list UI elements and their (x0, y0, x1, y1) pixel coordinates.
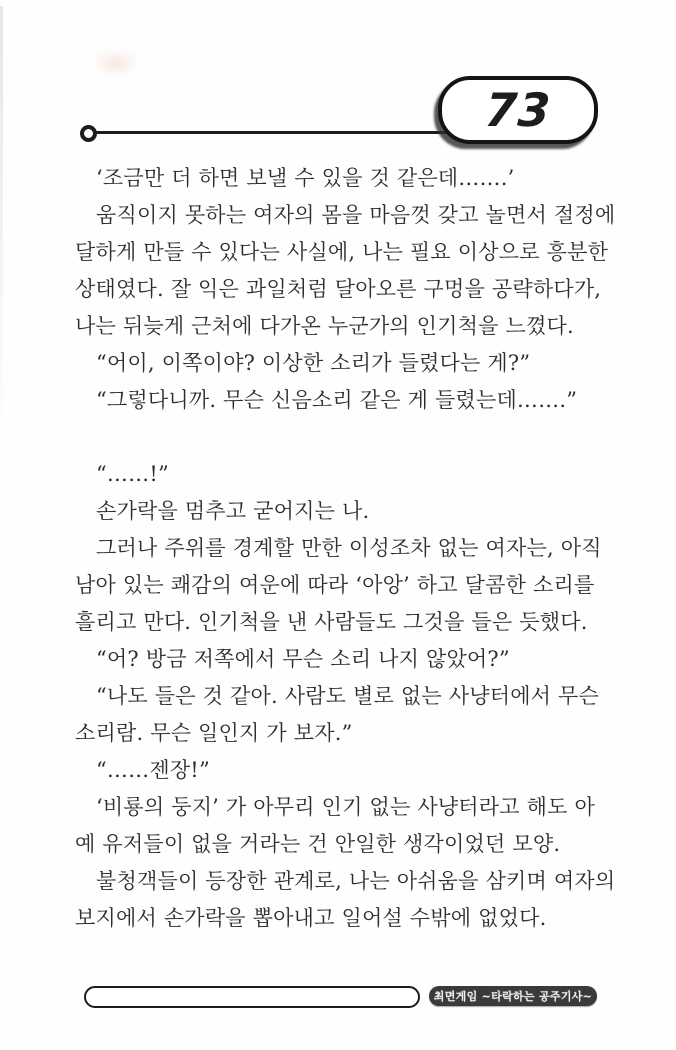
header-rule-endpoint (80, 125, 97, 142)
body-line: “어이, 이쪽이야? 이상한 소리가 들렸다는 게?” (96, 351, 531, 375)
scan-smudge (92, 48, 140, 78)
page-body (75, 160, 616, 937)
body-line: 나는 뒤늦게 근처에 다가온 누군가의 인기척을 느꼈다. (75, 314, 574, 338)
body-line: 남아 있는 쾌감의 여운에 따라 ‘아앙’ 하고 달콤한 소리를 (75, 573, 595, 597)
book-title-badge (429, 986, 597, 1006)
scan-edge-shadow (0, 6, 3, 446)
body-line: “……젠장!” (96, 758, 210, 782)
body-line: 소리람. 무슨 일인지 가 보자.” (75, 721, 353, 745)
body-line: ‘조금만 더 하면 보낼 수 있을 것 같은데…….’ (96, 166, 515, 190)
body-line: 흘리고 만다. 인기척을 낸 사람들도 그것을 들은 듯했다. (75, 610, 588, 634)
body-line: 불청객들이 등장한 관계로, 나는 아쉬움을 삼키며 여자의 (96, 869, 616, 893)
body-line: 달하게 만들 수 있다는 사실에, 나는 필요 이상으로 흥분한 (75, 240, 609, 264)
body-line (75, 419, 609, 456)
body-line: “……!” (96, 462, 169, 486)
footer-pill (84, 986, 420, 1008)
body-line: ‘비룡의 둥지’ 가 아무리 인기 없는 사냥터라고 해도 아 (96, 795, 595, 819)
book-title: 최면게임 ~타락하는 공주기사~ (433, 990, 593, 1003)
body-line: 예 유저들이 없을 거라는 건 안일한 생각이었던 모양. (75, 832, 561, 856)
body-line: 움직이지 못하는 여자의 몸을 마음껏 갖고 놀면서 절정에 (96, 203, 616, 227)
body-line: “나도 들은 것 같아. 사람도 별로 없는 사냥터에서 무슨 (96, 684, 600, 708)
body-line: “어? 방금 저쪽에서 무슨 소리 나지 않았어?” (96, 647, 510, 671)
page-number-badge (438, 76, 598, 144)
header-rule (94, 131, 448, 134)
body-line: 보지에서 손가락을 뽑아내고 일어설 수밖에 없었다. (75, 906, 547, 930)
page-number: 73 (483, 83, 553, 137)
body-line: 그러나 주위를 경계할 만한 이성조차 없는 여자는, 아직 (96, 536, 602, 560)
body-line: 상태였다. 잘 익은 과일처럼 달아오른 구멍을 공략하다가, (75, 277, 602, 301)
body-line: 손가락을 멈추고 굳어지는 나. (96, 499, 370, 523)
body-line: “그렇다니까. 무슨 신음소리 같은 게 들렸는데…….” (96, 388, 578, 412)
